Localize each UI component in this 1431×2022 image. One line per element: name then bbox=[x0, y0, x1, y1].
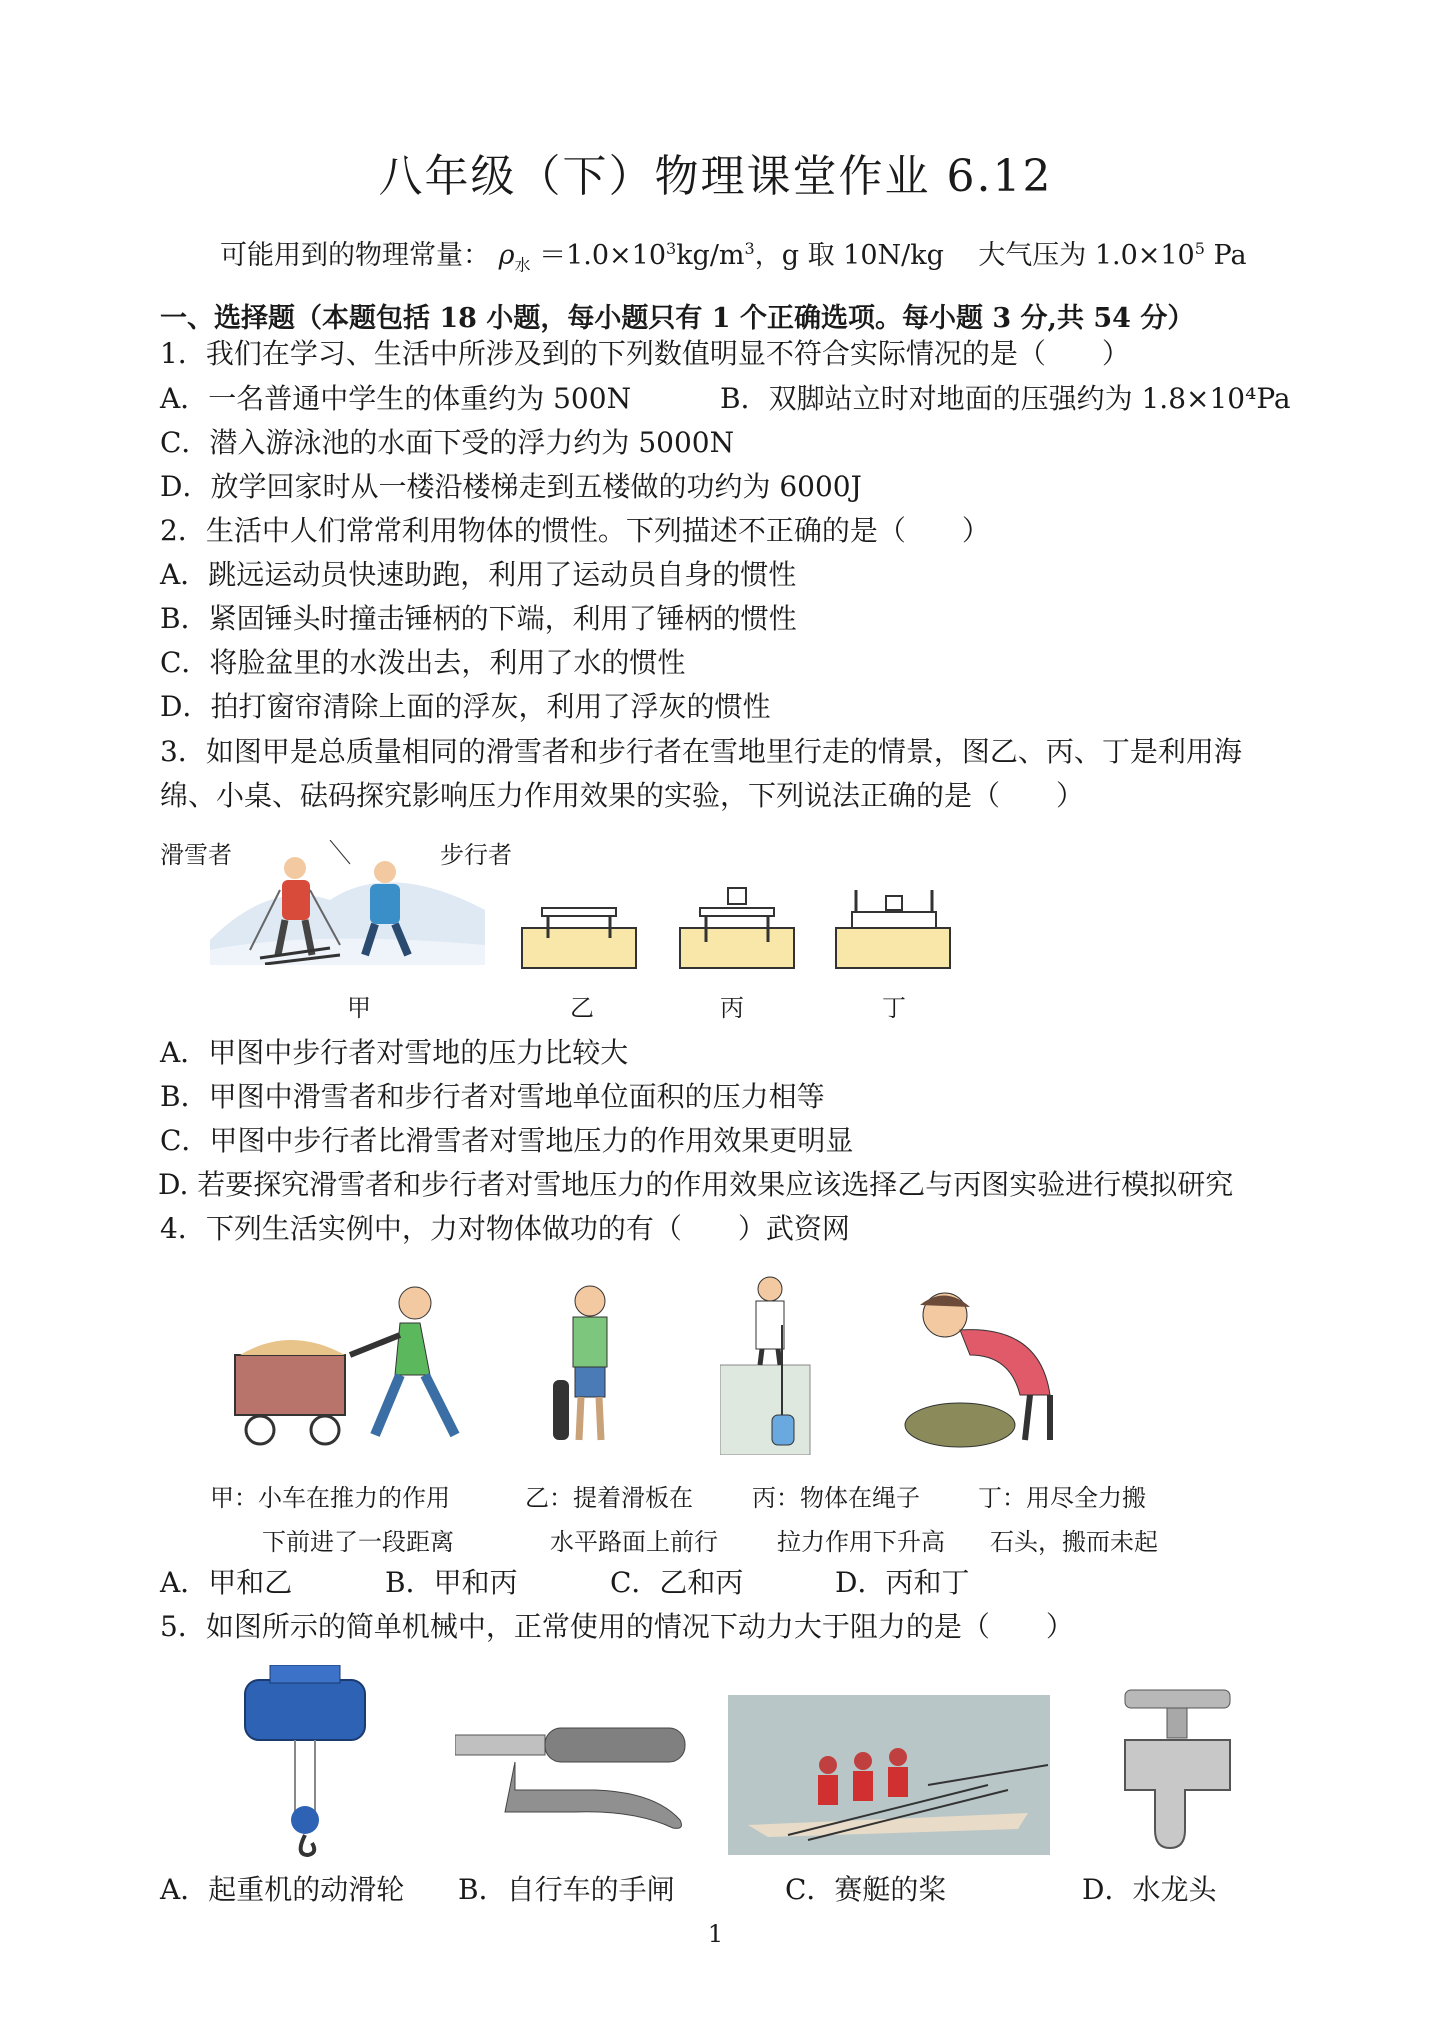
rowing-boat-figure bbox=[728, 1695, 1050, 1855]
atm-constant: 大气压为 1.0×10 bbox=[978, 240, 1195, 271]
bicycle-brake-figure bbox=[455, 1720, 695, 1840]
physical-constants bbox=[220, 233, 1247, 275]
q3-option-b: B．甲图中滑雪者和步行者对雪地单位面积的压力相等 bbox=[160, 1080, 825, 1113]
q1-option-c: C．潜入游泳池的水面下受的浮力约为 5000N bbox=[160, 426, 735, 459]
q3-option-c: C．甲图中步行者比滑雪者对雪地压力的作用效果更明显 bbox=[160, 1124, 854, 1157]
constants-prefix: 可能用到的物理常量： bbox=[220, 240, 490, 271]
figure-label-ding: 丁 bbox=[882, 994, 906, 1022]
faucet-figure bbox=[1105, 1680, 1250, 1855]
q4-caption-yi-2: 水平路面上前行 bbox=[550, 1528, 718, 1556]
rho-symbol: ρ bbox=[498, 240, 515, 271]
q4-caption-jia-2: 下前进了一段距离 bbox=[262, 1528, 454, 1556]
q5-stem: 5．如图所示的简单机械中，正常使用的情况下动力大于阻力的是（ ） bbox=[160, 1610, 1074, 1643]
figure-label-bing: 丙 bbox=[720, 994, 744, 1022]
label-skier: 滑雪者 bbox=[160, 841, 232, 869]
page-title: 八年级（下）物理课堂作业 6.12 bbox=[378, 151, 1053, 202]
skateboard-boy-figure bbox=[545, 1285, 635, 1450]
rho-subscript: 水 bbox=[514, 255, 531, 275]
snow-scene-figure bbox=[210, 840, 485, 965]
q2-stem: 2．生活中人们常常利用物体的惯性。下列描述不正确的是（ ） bbox=[160, 514, 990, 547]
q4-stem: 4．下列生活实例中，力对物体做功的有（ ）武资网 bbox=[160, 1212, 850, 1245]
q5-option-b: B．自行车的手闸 bbox=[458, 1873, 675, 1906]
q3-stem-line2: 绵、小桌、砝码探究影响压力作用效果的实验，下列说法正确的是（ ） bbox=[160, 779, 1085, 812]
rope-lift-figure bbox=[720, 1275, 815, 1455]
section-heading: 一、选择题（本题包括 18 小题，每小题只有 1 个正确选项。每小题 3 分,共 54 分） bbox=[160, 303, 1195, 334]
q5-option-a: A．起重机的动滑轮 bbox=[160, 1873, 405, 1906]
rho-exponent: 3 bbox=[666, 239, 677, 258]
q1-option-b: B．双脚站立时对地面的压强约为 1.8×10⁴Pa bbox=[720, 382, 1291, 415]
q5-option-d: D．水龙头 bbox=[1082, 1873, 1217, 1906]
q2-option-d: D．拍打窗帘清除上面的浮灰，利用了浮灰的惯性 bbox=[160, 690, 771, 723]
sponge-table-bing bbox=[678, 880, 798, 970]
q1-stem: 1．我们在学习、生活中所涉及到的下列数值明显不符合实际情况的是（ ） bbox=[160, 337, 1130, 370]
atm-unit: Pa bbox=[1204, 240, 1247, 271]
q4-option-b: B．甲和丙 bbox=[385, 1566, 518, 1599]
rho-unit-exponent: 3 bbox=[744, 239, 755, 258]
q4-caption-bing-1: 丙：物体在绳子 bbox=[752, 1484, 920, 1512]
q4-caption-ding-1: 丁：用尽全力搬 bbox=[978, 1484, 1146, 1512]
sponge-table-ding bbox=[834, 880, 954, 970]
q5-option-c: C．赛艇的桨 bbox=[785, 1873, 947, 1906]
q3-stem-line1: 3．如图甲是总质量相同的滑雪者和步行者在雪地里行走的情景，图乙、丙、丁是利用海 bbox=[160, 735, 1242, 768]
sponge-table-yi bbox=[520, 890, 640, 970]
q2-option-c: C．将脸盆里的水泼出去，利用了水的惯性 bbox=[160, 646, 686, 679]
atm-exponent: 5 bbox=[1194, 239, 1205, 258]
g-constant: ，g 取 10N/kg bbox=[754, 240, 944, 271]
q3-option-d: D. 若要探究滑雪者和步行者对雪地压力的作用效果应该选择乙与丙图实验进行模拟研究 bbox=[158, 1168, 1234, 1201]
lift-stone-figure bbox=[900, 1285, 1070, 1450]
q4-caption-jia-1: 甲：小车在推力的作用 bbox=[210, 1484, 450, 1512]
rho-value: ＝1.0×10 bbox=[539, 240, 666, 271]
q2-option-a: A．跳远运动员快速助跑，利用了运动员自身的惯性 bbox=[160, 558, 797, 591]
q4-option-a: A．甲和乙 bbox=[160, 1566, 293, 1599]
q4-option-d: D．丙和丁 bbox=[835, 1566, 970, 1599]
q1-option-a: A．一名普通中学生的体重约为 500N bbox=[160, 382, 632, 415]
q2-option-b: B．紧固锤头时撞击锤柄的下端，利用了锤柄的惯性 bbox=[160, 602, 797, 635]
q1-option-d: D．放学回家时从一楼沿楼梯走到五楼做的功约为 6000J bbox=[160, 470, 862, 503]
q3-option-a: A．甲图中步行者对雪地的压力比较大 bbox=[160, 1036, 629, 1069]
crane-pulley-figure bbox=[240, 1665, 370, 1860]
cart-push-figure bbox=[225, 1285, 470, 1450]
q4-option-c: C．乙和丙 bbox=[610, 1566, 744, 1599]
label-walker: 步行者 bbox=[440, 841, 512, 869]
figure-label-jia: 甲 bbox=[347, 994, 371, 1022]
q4-caption-yi-1: 乙：提着滑板在 bbox=[525, 1484, 693, 1512]
q4-caption-ding-2: 石头，搬而未起 bbox=[990, 1528, 1158, 1556]
page-number: 1 bbox=[707, 1920, 724, 1948]
figure-label-yi: 乙 bbox=[570, 994, 594, 1022]
q4-caption-bing-2: 拉力作用下升高 bbox=[777, 1528, 945, 1556]
rho-unit: kg/m bbox=[676, 240, 745, 271]
